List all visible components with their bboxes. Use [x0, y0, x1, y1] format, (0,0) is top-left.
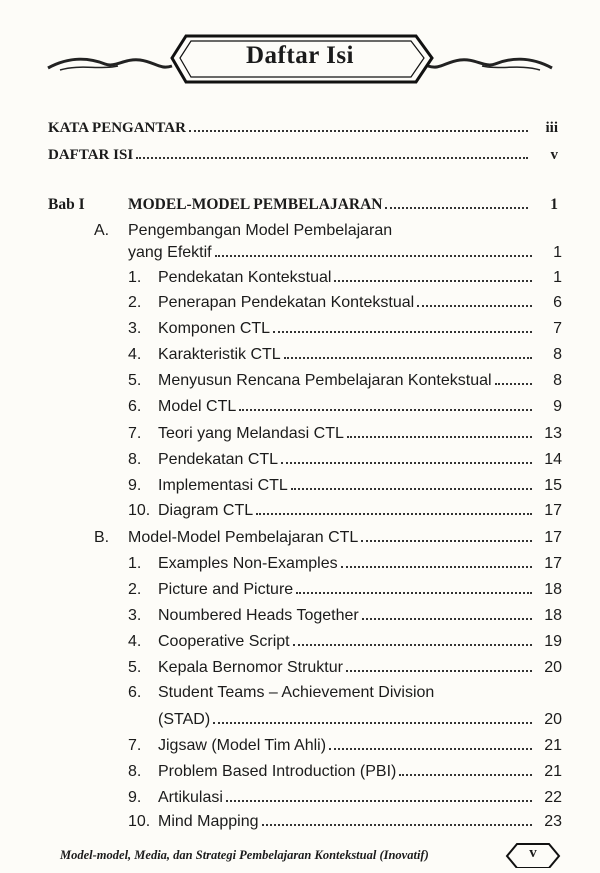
toc-page: 1 — [553, 269, 562, 286]
toc-page: 1 — [553, 244, 562, 261]
toc-page: 17 — [544, 529, 562, 546]
toc-label: Student Teams – Achievement Division — [158, 684, 435, 701]
section-title: Pengembangan Model Pembelajaran — [128, 222, 393, 239]
toc-entry[interactable] — [128, 659, 562, 677]
toc-label: Menyusun Rencana Pembelajaran Kontekstual — [158, 372, 492, 389]
toc-label: Jigsaw (Model Tim Ahli) — [158, 737, 327, 754]
item-number: 2. — [128, 294, 142, 311]
leader-dots — [341, 566, 532, 568]
item-number: 1. — [128, 555, 142, 572]
toc-label: Problem Based Introduction (PBI) — [158, 763, 397, 780]
toc-entry-daftar-isi[interactable] — [48, 147, 558, 164]
leader-dots — [189, 130, 528, 132]
toc-page: v — [550, 147, 558, 163]
toc-page: 6 — [553, 294, 562, 311]
leader-dots — [417, 305, 532, 307]
leader-dots — [213, 722, 532, 724]
item-number: 4. — [128, 633, 142, 650]
leader-dots — [385, 207, 528, 209]
leader-dots — [262, 824, 533, 826]
toc-page: 18 — [544, 581, 562, 598]
leader-dots — [347, 436, 532, 438]
toc-label: Pendekatan Kontekstual — [158, 269, 332, 286]
toc-page: 13 — [544, 425, 562, 442]
toc-entry[interactable] — [128, 763, 562, 781]
item-number: 10. — [128, 813, 151, 830]
chapter-title: MODEL-MODEL PEMBELAJARAN — [128, 196, 383, 213]
leader-dots — [293, 644, 532, 646]
toc-label: Mind Mapping — [158, 813, 259, 830]
toc-entry[interactable] — [128, 294, 562, 312]
toc-label: DAFTAR ISI — [48, 147, 134, 163]
toc-entry[interactable] — [158, 711, 562, 729]
toc-entry[interactable] — [128, 346, 562, 364]
item-number: 3. — [128, 320, 142, 337]
toc-label: Komponen CTL — [158, 320, 271, 337]
toc-label: Implementasi CTL — [158, 477, 288, 494]
item-number: 2. — [128, 581, 142, 598]
item-number: 10. — [128, 502, 151, 519]
item-number: 4. — [128, 346, 142, 363]
toc-entry[interactable] — [128, 502, 562, 520]
page-footer — [0, 838, 600, 866]
title-banner — [0, 28, 600, 90]
toc-label: KATA PENGANTAR — [48, 120, 186, 136]
toc-label: Karakteristik CTL — [158, 346, 281, 363]
toc-entry-chapter[interactable] — [48, 196, 558, 214]
toc-page: 9 — [553, 398, 562, 415]
toc-entry[interactable] — [128, 607, 562, 625]
section-title: Model-Model Pembelajaran CTL — [128, 529, 359, 546]
toc-label: Model CTL — [158, 398, 237, 415]
toc-page: 8 — [553, 346, 562, 363]
toc-page: 19 — [544, 633, 562, 650]
toc-entry[interactable] — [128, 633, 562, 651]
page-number: v — [529, 845, 537, 861]
toc-entry[interactable] — [128, 451, 562, 469]
toc-label: Kepala Bernomor Struktur — [158, 659, 343, 676]
item-number: 8. — [128, 763, 142, 780]
leader-dots — [284, 357, 532, 359]
leader-dots — [226, 800, 532, 802]
leader-dots — [291, 488, 532, 490]
item-number: 8. — [128, 451, 142, 468]
toc-label: Noumbered Heads Together — [158, 607, 359, 624]
item-number: 3. — [128, 607, 142, 624]
item-number: 7. — [128, 737, 142, 754]
toc-entry-line1[interactable] — [128, 684, 434, 702]
leader-dots — [334, 280, 532, 282]
leader-dots — [215, 255, 532, 257]
leader-dots — [239, 409, 532, 411]
section-letter: A. — [94, 222, 110, 239]
item-number: 6. — [128, 398, 142, 415]
item-number: 7. — [128, 425, 142, 442]
toc-entry[interactable] — [128, 737, 562, 755]
section-a-heading[interactable] — [94, 222, 392, 240]
leader-dots — [495, 383, 532, 385]
section-title-cont: yang Efektif — [128, 244, 212, 261]
toc-entry[interactable] — [128, 269, 562, 287]
item-number: 1. — [128, 269, 142, 286]
item-number: 9. — [128, 789, 142, 806]
running-footer: Model-model, Media, dan Strategi Pembelajaran Kontekstual (Inovatif) — [60, 848, 429, 862]
toc-label: Picture and Picture — [158, 581, 294, 598]
toc-entry[interactable] — [128, 813, 562, 831]
toc-entry[interactable] — [128, 477, 562, 495]
toc-page: 1 — [550, 196, 558, 213]
toc-entry[interactable] — [128, 320, 562, 338]
toc-entry[interactable] — [128, 789, 562, 807]
toc-entry[interactable] — [128, 372, 562, 390]
toc-entry[interactable] — [128, 555, 562, 573]
toc-label: Teori yang Melandasi CTL — [158, 425, 344, 442]
toc-entry[interactable] — [128, 581, 562, 599]
toc-page: 17 — [544, 555, 562, 572]
toc-label: Artikulasi — [158, 789, 223, 806]
toc-entry-kata-pengantar[interactable] — [48, 120, 558, 137]
leader-dots — [273, 331, 532, 333]
leader-dots — [256, 513, 532, 515]
toc-page: 23 — [544, 813, 562, 830]
toc-page: 8 — [553, 372, 562, 389]
leader-dots — [399, 774, 532, 776]
toc-entry-section-a[interactable] — [128, 244, 562, 262]
leader-dots — [329, 748, 532, 750]
item-number: 6. — [128, 684, 142, 701]
toc-label: Cooperative Script — [158, 633, 290, 650]
toc-page: 20 — [544, 711, 562, 728]
toc-page: 22 — [544, 789, 562, 806]
leader-dots — [281, 462, 532, 464]
section-letter: B. — [94, 529, 110, 546]
toc-page: 20 — [544, 659, 562, 676]
toc-label: Pendekatan CTL — [158, 451, 279, 468]
toc-page: 21 — [544, 763, 562, 780]
leader-dots — [361, 540, 532, 542]
toc-page: 14 — [544, 451, 562, 468]
toc-page: 21 — [544, 737, 562, 754]
item-number: 5. — [128, 372, 142, 389]
leader-dots — [296, 592, 532, 594]
toc-entry-section-b[interactable] — [94, 529, 562, 547]
toc-entry[interactable] — [128, 398, 562, 416]
toc-label: Diagram CTL — [158, 502, 254, 519]
leader-dots — [136, 157, 528, 159]
toc-page: 7 — [553, 320, 562, 337]
toc-label: Penerapan Pendekatan Kontekstual — [158, 294, 415, 311]
page-number-badge — [503, 842, 563, 868]
toc-label: Examples Non-Examples — [158, 555, 338, 572]
leader-dots — [362, 618, 532, 620]
toc-entry[interactable] — [128, 425, 562, 443]
toc-page: 17 — [544, 502, 562, 519]
toc-page: 18 — [544, 607, 562, 624]
page-title: Daftar Isi — [245, 42, 354, 69]
toc-page: iii — [545, 120, 558, 136]
toc-page: 15 — [544, 477, 562, 494]
toc-label-cont: (STAD) — [158, 711, 211, 728]
leader-dots — [346, 670, 532, 672]
item-number: 9. — [128, 477, 142, 494]
item-number: 5. — [128, 659, 142, 676]
chapter-number: Bab I — [48, 196, 85, 213]
